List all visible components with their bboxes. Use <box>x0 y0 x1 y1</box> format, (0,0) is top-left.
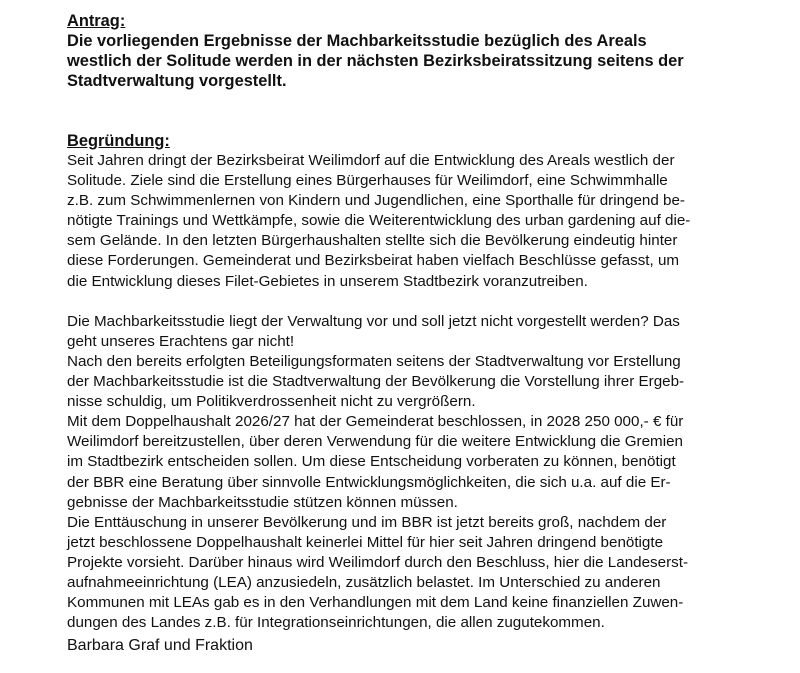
section-spacer <box>67 91 777 131</box>
text-line: die Entwicklung dieses Filet-Gebietes in unserem Stadtbezirk voranzutreiben. <box>67 272 588 290</box>
begruendung-heading: Begründung: <box>67 132 170 150</box>
antrag-heading: Antrag: <box>67 12 126 30</box>
document-body <box>67 11 777 633</box>
text-line: nisse schuldig, um Politikverdrossenheit nicht zu vergrößern. <box>67 393 476 411</box>
text-line: aufnahmeeinrichtung (LEA) anzusiedeln, zusätzlich belastet. Im Unterschied zu anderen <box>67 573 661 591</box>
text-line: sem Gelände. In den letzten Bürgerhaushalten stellte sich die Bevölkerung eindeutig hinter <box>67 232 678 250</box>
signature: Barbara Graf und Fraktion <box>67 637 253 654</box>
antrag-line: Stadtverwaltung vorgestellt. <box>67 72 287 90</box>
begruendung-paragraph-1 <box>67 151 777 292</box>
text-line: der BBR eine Beratung über sinnvolle Entwicklungsmöglichkeiten, die sich u.a. auf die Er- <box>67 473 671 491</box>
text-line: gebnisse der Machbarkeitsstudie stützen können müssen. <box>67 493 458 511</box>
text-line: im Stadtbezirk entscheiden sollen. Um diese Entscheidung vorberaten zu können, benötigt <box>67 453 676 471</box>
text-line: Die Machbarkeitsstudie liegt der Verwaltung vor und soll jetzt nicht vorgestellt werden? Das <box>67 312 680 330</box>
text-line: Projekte vorsieht. Darüber hinaus wird Weilimdorf durch den Beschluss, hier die Landeserst- <box>67 553 689 571</box>
text-line: Weilimdorf bereitzustellen, über deren Verwendung für die weitere Entwicklung die Gremien <box>67 433 683 451</box>
text-line: z.B. zum Schwimmenlernen von Kindern und Jugendlichen, eine Sporthalle für dringend be- <box>67 192 685 210</box>
antrag-line: Die vorliegenden Ergebnisse der Machbarkeitsstudie bezüglich des Areals <box>67 32 647 50</box>
text-line: Die Enttäuschung in unserer Bevölkerung und im BBR ist jetzt bereits groß, nachdem der <box>67 513 667 531</box>
text-line: geht unseres Erachtens gar nicht! <box>67 332 295 350</box>
text-line: Nach den bereits erfolgten Beteiligungsformaten seitens der Stadtverwaltung vor Erstellung <box>67 352 681 370</box>
begruendung-paragraph-2 <box>67 312 777 634</box>
text-line: Kommunen mit LEAs gab es in den Verhandlungen mit dem Land keine finanziellen Zuwen- <box>67 594 684 612</box>
text-line: jetzt beschlossene Doppelhaushalt keinerlei Mittel für hier seit Jahren dringend benötigte <box>67 533 664 551</box>
antrag-line: westlich der Solitude werden in der nächsten Bezirksbeiratssitzung seitens der <box>67 52 684 70</box>
text-line: nötigte Trainings und Wettkämpfe, sowie die Weiterentwicklung des urban gardening auf die- <box>67 212 691 230</box>
text-line: Solitude. Ziele sind die Erstellung eines Bürgerhauses für Weilimdorf, eine Schwimmhalle <box>67 172 668 190</box>
text-line: der Machbarkeitsstudie ist die Stadtverwaltung der Bevölkerung die Vorstellung ihrer Ergeb- <box>67 373 685 391</box>
text-line: diese Forderungen. Gemeinderat und Bezirksbeirat haben vielfach Beschlüsse gefasst, um <box>67 252 680 270</box>
paragraph-spacer <box>67 292 777 312</box>
text-line: dungen des Landes z.B. für Integrationseinrichtungen, die allen zugutekommen. <box>67 614 605 632</box>
text-line: Mit dem Doppelhaushalt 2026/27 hat der Gemeinderat beschlossen, in 2028 250 000,- € für <box>67 413 684 431</box>
text-line: Seit Jahren dringt der Bezirksbeirat Weilimdorf auf die Entwicklung des Areals westlich der <box>67 152 675 169</box>
